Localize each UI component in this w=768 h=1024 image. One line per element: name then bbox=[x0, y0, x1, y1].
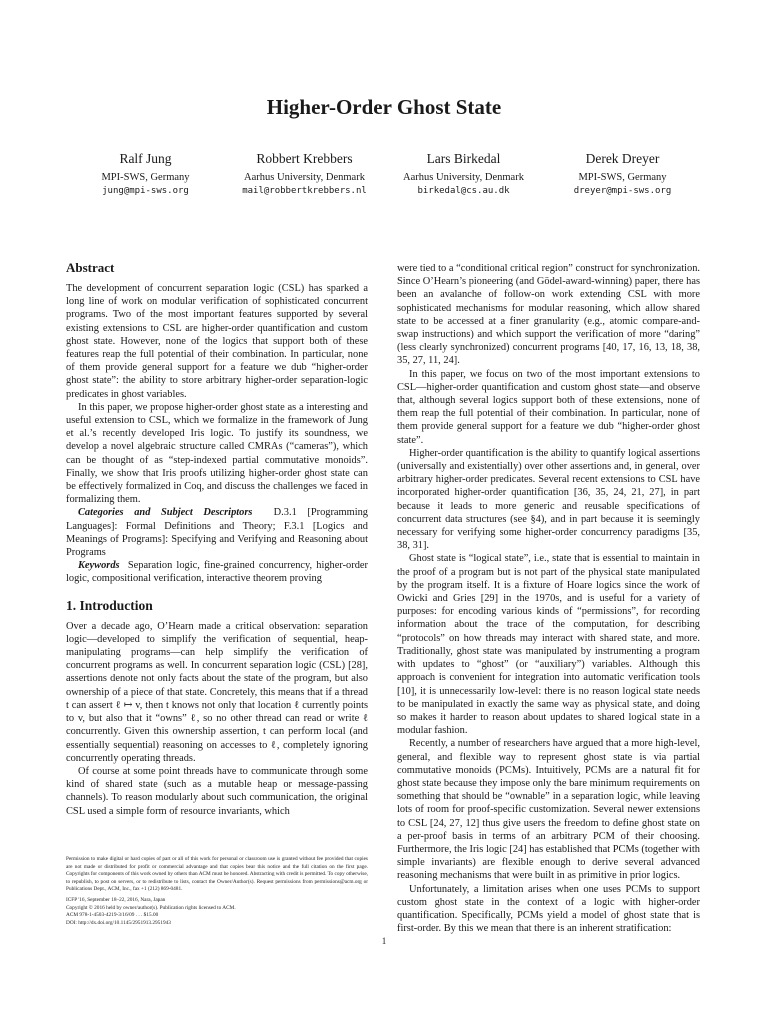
copyright-footnote bbox=[66, 856, 368, 927]
ccs-descriptors bbox=[66, 506, 368, 559]
keywords-text: Separation logic, fine-grained concurrency, higher-order logic, compositional verification, interactive theorem proving bbox=[66, 560, 368, 585]
author-name: Lars Birkedal bbox=[426, 151, 501, 166]
abstract-heading: Abstract bbox=[66, 260, 115, 275]
intro-paragraph: Unfortunately, a limitation arises when one uses PCMs to support custom ghost state in the context of a logic with higher-order quantification. Specifically, PCMs yield a model of ghost state that is first-order. By this we mean that there is an inherent stratification: bbox=[397, 883, 700, 935]
page-number: 1 bbox=[381, 936, 387, 946]
author-email: dreyer@mpi-sws.org bbox=[573, 186, 672, 196]
author-block bbox=[384, 150, 543, 198]
abstract-paragraph: In this paper, we propose higher-order ghost state as a interesting and useful extension to CSL, which we formalize in the framework of Jung et al.’s recently developed Iris logic. To justify its soundness, we develop a novel algebraic structure called CMRAs (“cameras”), which can be thought of as “step-indexed partial commutative monoids”. Finally, we show that Iris proofs utilizing higher-order ghost state can be effectively formalized in Coq, and discuss the challenges we faced in formalizing them. bbox=[66, 401, 368, 506]
author-list bbox=[66, 150, 702, 198]
intro-paragraph: Over a decade ago, O’Hearn made a critical observation: separation logic—developed to simplify the verification of sequential, heap-manipulating programs—can help simplify the verification of concurrent programs as well. In concurrent separation logic (CSL) [28], assertions denote not only facts about the state of the program, but also ownership of a piece of that state. Concretely, this means that if a thread t can assert ℓ ↦ v, then t knows not only that location ℓ currently points to v, but also that it “owns” ℓ, so no other thread can read or write ℓ concurrently. Given this ownership assertion, t can perform local (and essentially sequential) reasoning on accesses to ℓ, completely ignoring concurrently operating threads. bbox=[66, 620, 368, 764]
intro-paragraph: were tied to a “conditional critical region” construct for synchronization. Since O’Hearn’s pioneering (and Gödel-award-winning) paper, there has been an avalanche of follow-on work extending CSL with more sophisticated mechanisms for modular reasoning, which allow shared state to be accessed at a finer granularity (e.g., atomic compare-and-swap instructions) and which support the verification of more “daring” (less clearly synchronized) concurrent programs [40, 17, 16, 13, 18, 38, 35, 27, 11, 24]. bbox=[397, 263, 700, 367]
ccs-text: D.3.1 [Programming Languages]: Formal Definitions and Theory; F.3.1 [Logics and Meanings of Programs]: Specifying and Verifying and Reasoning about Programs bbox=[66, 507, 368, 559]
intro-paragraph: Of course at some point threads have to communicate through some kind of shared state (such as a mutable heap or message-passing channels). To reason modularly about such communication, the original CSL used a simple form of resource invariants, which bbox=[66, 765, 368, 817]
author-name: Derek Dreyer bbox=[585, 151, 660, 166]
conference-info: ICFP '16, September 18–22, 2016, Nara, Japan bbox=[66, 896, 166, 903]
author-affiliation: MPI-SWS, Germany bbox=[101, 172, 190, 183]
keywords-label: Keywords bbox=[78, 560, 120, 572]
left-column bbox=[66, 260, 368, 818]
intro-heading: 1. Introduction bbox=[66, 597, 153, 613]
author-block bbox=[225, 150, 384, 198]
right-column bbox=[397, 262, 700, 935]
author-block bbox=[66, 150, 225, 198]
author-name: Ralf Jung bbox=[119, 151, 172, 166]
author-name: Robbert Krebbers bbox=[256, 151, 353, 166]
intro-paragraph: Recently, a number of researchers have argued that a more high-level, general, and flexible way to represent ghost state is via partial commutative monoids (PCMs). Intuitively, PCMs are a natural fit for ghost state because they impose only the bare minimum requirements on something that should be “ownable” in a separation logic, while leaving lots of room for proof-specific customization. Several newer extensions to CSL [24, 27, 12] thus give users the freedom to define ghost state on a per-proof basis in terms of an arbitrary PCM of their choosing. Furthermore, the Iris logic [24] has established that PCMs (together with simple invariants) are flexible enough to derive several advanced reasoning mechanisms that were built in as primitive in prior logics. bbox=[397, 738, 700, 882]
doi-line: DOI: http://dx.doi.org/10.1145/2951913.2951943 bbox=[66, 919, 171, 926]
isbn-line: ACM 978-1-4503-4219-3/16/09 . . . $15.00 bbox=[66, 912, 159, 919]
author-block bbox=[543, 150, 702, 198]
intro-paragraph: In this paper, we focus on two of the most important extensions to CSL—higher-order quantification and custom ghost state—and observe that, although several logics support both of these extensions, none of them reap the full potential of their combination. In particular, none of them provide general support for a feature we dub “higher-order ghost state”. bbox=[397, 368, 700, 446]
author-affiliation: MPI-SWS, Germany bbox=[578, 172, 667, 183]
paper-title: Higher-Order Ghost State bbox=[266, 95, 502, 119]
ccs-label: Categories and Subject Descriptors bbox=[78, 507, 253, 519]
author-affiliation: Aarhus University, Denmark bbox=[403, 172, 524, 183]
keywords bbox=[66, 559, 368, 585]
author-email: mail@robbertkrebbers.nl bbox=[242, 186, 367, 196]
intro-paragraph: Higher-order quantification is the ability to quantify logical assertions (universally and existentially) over other assertions and, in general, over arbitrary higher-order predicates. Several recent extensions to CSL have incorporated higher-order quantification [36, 35, 24, 21, 27], in part because it leads to more generic and reusable specifications of concurrent data structures (see §4), and in part because it is seemingly necessary for verifying some higher-order concurrency paradigms [35, 38, 31]. bbox=[397, 447, 700, 552]
abstract-paragraph: The development of concurrent separation logic (CSL) has sparked a long line of work on modular verification of sophisticated concurrent programs. Two of the most important features supported by several existing extensions to CSL are higher-order quantification and custom ghost state. However, none of the logics that support both of these features reap the full potential of their combination. In particular, none of them provide general support for a feature we dub “higher-order ghost state”: the ability to store arbitrary higher-order separation-logic predicates in ghost variables. bbox=[66, 283, 368, 400]
intro-paragraph: Ghost state is “logical state”, i.e., state that is essential to maintain in the proof of a program but is not part of the physical state manipulated by the program itself. It is a fixture of Hoare logics since the work of Owicki and Gries [29] in the 1970s, and is useful for a variety of purposes: for encoding various kinds of “permissions”, for recording information about the trace of the computation, for describing “protocols” on how threads may interact with shared state, and more. Traditionally, ghost state was manipulated by instrumenting a program with updates to “ghost” (or “auxiliary”) variables. Although this approach is convenient for integration into automatic verification tools [10], it is unnecessarily low-level: there is no reason logical state needs to be manipulated in exactly the same way as physical state, and doing so makes it harder to reason about updates to shared logical state in a modular fashion. bbox=[397, 553, 700, 737]
author-affiliation: Aarhus University, Denmark bbox=[244, 172, 365, 183]
permission-notice: Permission to make digital or hard copies of part or all of this work for personal or classroom use is granted without fee provided that copies are not made or distributed for profit or commercial advantage and that copies bear this notice and the full citation on the first page. Copyrights for components of this work owned by others than ACM must be honored. Abstracting with credit is permitted. To copy otherwise, to republish, to post on servers, or to redistribute to lists, contact the Owner/Author(s). Request permissions from permissions@acm.org or Publications Dept., ACM, Inc., fax +1 (212) 869-0481. bbox=[66, 856, 368, 893]
author-email: jung@mpi-sws.org bbox=[102, 186, 189, 196]
author-email: birkedal@cs.au.dk bbox=[417, 186, 510, 196]
copyright-line: Copyright © 2016 held by owner/author(s). Publication rights licensed to ACM. bbox=[66, 904, 236, 911]
